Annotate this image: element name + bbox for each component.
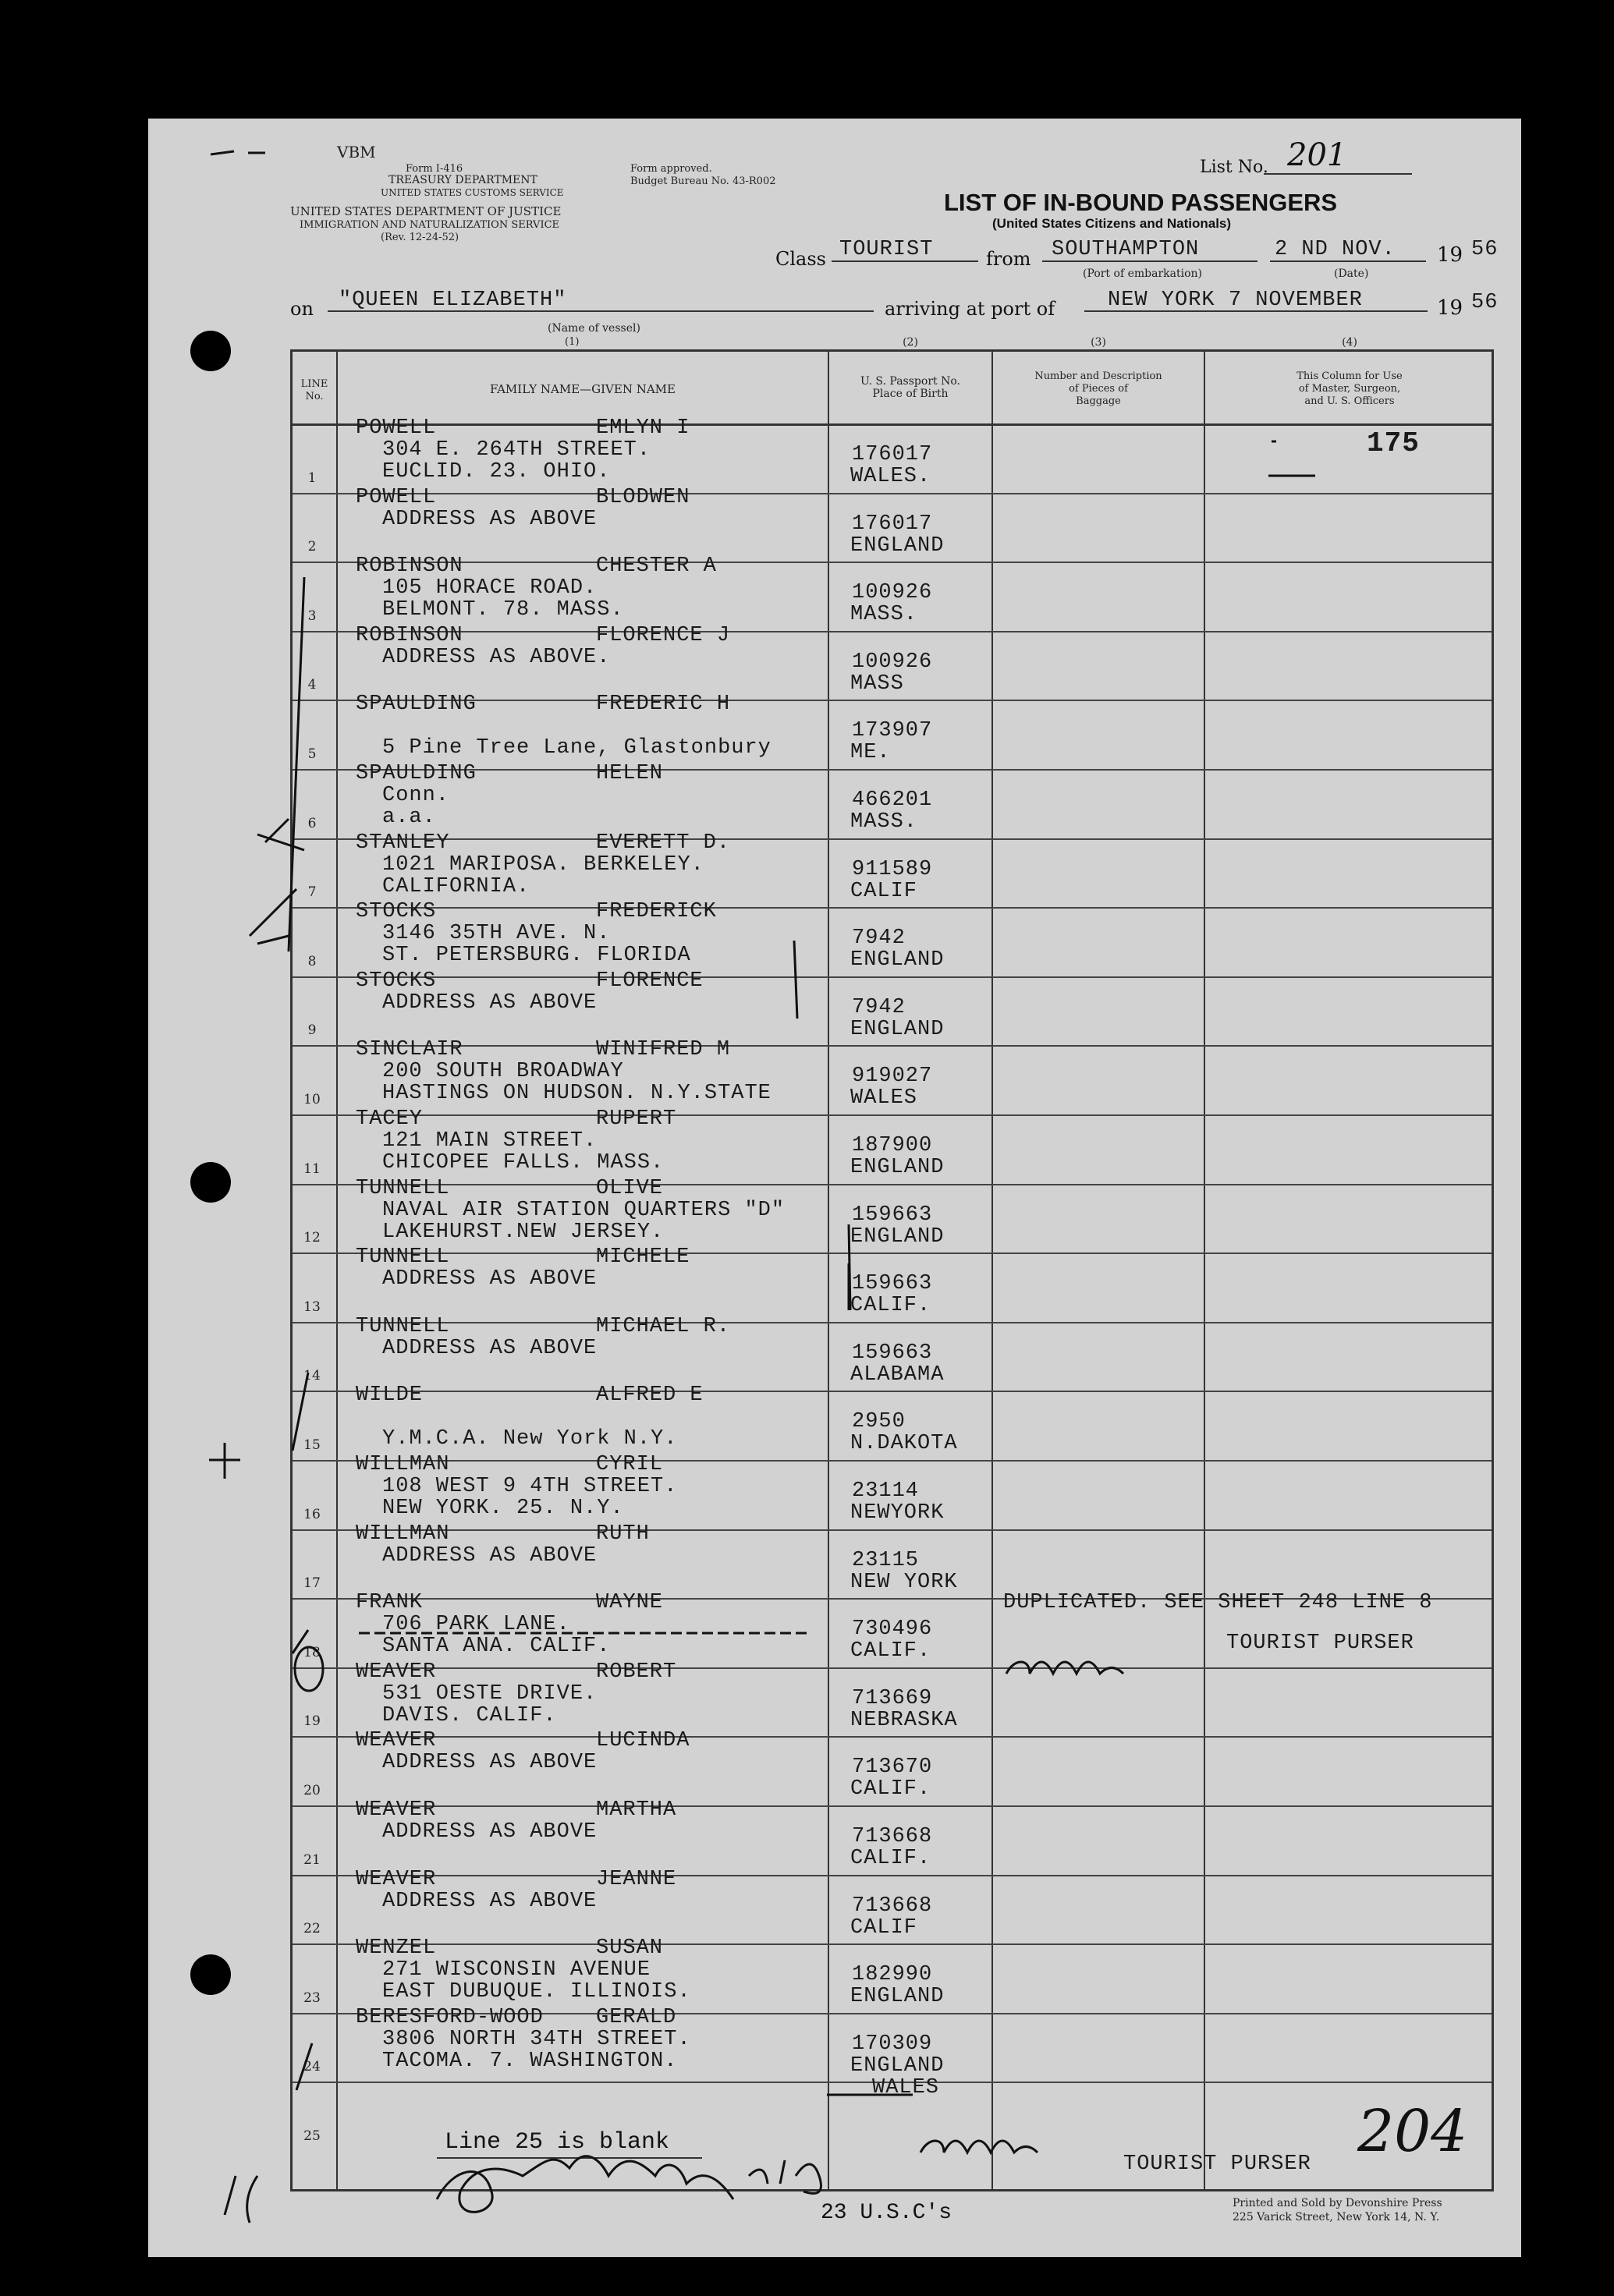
line-number: 8 <box>307 953 317 969</box>
address-line-1: 304 E. 264TH STREET. <box>382 438 651 462</box>
table-row <box>290 1314 1494 1389</box>
line-number: 9 <box>307 1022 317 1039</box>
place-of-birth: NEWYORK <box>850 1501 945 1525</box>
passport-number: 713670 <box>852 1756 933 1780</box>
place-of-birth: MASS. <box>850 603 918 627</box>
table-row <box>290 416 1494 491</box>
address-line-1: 3146 35TH AVE. N. <box>382 922 611 946</box>
doj-label: UNITED STATES DEPARTMENT OF JUSTICE <box>290 204 562 218</box>
address-line-1: ADDRESS AS ABOVE. <box>382 645 611 669</box>
address-line-1: ADDRESS AS ABOVE <box>382 1820 598 1844</box>
given-name: ROBERT <box>596 1660 677 1684</box>
col-header-baggage: Number and Description of Pieces of Baggage <box>1034 370 1162 407</box>
place-of-birth: MASS. <box>850 810 918 834</box>
printer-line-1: Printed and Sold by Devonshire Press <box>1233 2197 1442 2209</box>
given-name: RUPERT <box>596 1107 677 1131</box>
table-row <box>290 623 1494 698</box>
passport-number: 730496 <box>852 1617 933 1642</box>
line-number: 16 <box>303 1506 321 1522</box>
usc-count: 23 U.S.C's <box>821 2201 952 2225</box>
address-line-1: 531 OESTE DRIVE. <box>382 1681 598 1706</box>
place-of-birth: WALES. <box>850 465 931 488</box>
line-number: 14 <box>303 1368 321 1384</box>
passport-number: 713669 <box>852 1686 933 1710</box>
table-row <box>290 969 1494 1043</box>
passport-number: 7942 <box>852 927 906 951</box>
place-of-birth: CALIF <box>850 879 918 903</box>
address-line-2: HASTINGS ON HUDSON. N.Y.STATE <box>382 1082 772 1106</box>
printer-line-2: 225 Varick Street, New York 14, N. Y. <box>1233 2211 1440 2223</box>
line-number: 12 <box>303 1230 321 1246</box>
address-line-1: 1021 MARIPOSA. BERKELEY. <box>382 852 704 877</box>
given-name: SUSAN <box>596 1936 664 1961</box>
place-of-birth: ENGLAND <box>850 948 945 973</box>
address-line-2: EUCLID. 23. OHIO. <box>382 460 611 484</box>
place-of-birth: N.DAKOTA <box>850 1432 958 1456</box>
passport-number: 911589 <box>852 857 933 881</box>
punch-hole-bottom <box>190 1954 231 1995</box>
place-of-birth: CALIF. <box>850 1847 931 1870</box>
place-of-birth: CALIF <box>850 1915 918 1940</box>
address-line-2: Y.M.C.A. New York N.Y. <box>382 1427 678 1451</box>
given-name: HELEN <box>596 762 664 785</box>
line-number: 7 <box>307 884 317 901</box>
given-name: FLORENCE J <box>596 623 731 647</box>
arrival-value: NEW YORK 7 NOVEMBER <box>1108 289 1363 312</box>
address-line-1: 121 MAIN STREET. <box>382 1129 598 1153</box>
family-name: WEAVER <box>356 1660 437 1684</box>
line-number: 13 <box>303 1299 321 1315</box>
address-line-1: 3806 NORTH 34TH STREET. <box>382 2027 691 2051</box>
table-row <box>290 1245 1494 1320</box>
vbm-stamp: VBM <box>337 143 376 161</box>
col-header-officers: This Column for Use of Master, Surgeon, and U. S. Officers <box>1297 370 1403 407</box>
address-line-2: CHICOPEE FALLS. MASS. <box>382 1151 665 1175</box>
place-of-birth: ENGLAND <box>850 2053 945 2078</box>
place-of-birth: ME. <box>850 741 891 765</box>
address-line-1: NAVAL AIR STATION QUARTERS "D" <box>382 1198 786 1222</box>
officer-note: 175 <box>1367 427 1420 459</box>
given-name: GERALD <box>596 2005 677 2029</box>
passport-number: 23114 <box>852 1479 920 1503</box>
given-name: FREDERICK <box>596 900 717 924</box>
punch-hole-top <box>190 331 231 371</box>
from-label: from <box>986 248 1031 270</box>
line-number: 24 <box>303 2059 321 2075</box>
passport-number: 100926 <box>852 650 933 674</box>
family-name: STOCKS <box>356 969 437 993</box>
form-subtitle: (United States Citizens and Nationals) <box>992 216 1232 231</box>
family-name: TUNNELL <box>356 1176 450 1200</box>
address-line-2: BELMONT. 78. MASS. <box>382 598 624 622</box>
line-number: 6 <box>307 815 317 831</box>
passport-number: 176017 <box>852 512 933 536</box>
address-line-2: ST. PETERSBURG. FLORIDA <box>382 944 691 968</box>
line-number: 3 <box>307 608 317 624</box>
passport-number: 170309 <box>852 2032 933 2056</box>
family-name: WEAVER <box>356 1867 437 1891</box>
line-number: 4 <box>307 677 317 693</box>
family-name: WILLMAN <box>356 1522 450 1546</box>
family-name: WEAVER <box>356 1729 437 1753</box>
address-line-1: ADDRESS AS ABOVE <box>382 1267 598 1292</box>
given-name: FLORENCE <box>596 969 704 993</box>
table-row <box>290 762 1494 836</box>
total-count-handwritten: 204 <box>1357 2098 1468 2165</box>
col-header-passport: U. S. Passport No. Place of Birth <box>860 375 960 400</box>
customs-service: UNITED STATES CUSTOMS SERVICE <box>381 187 564 198</box>
table-row <box>290 900 1494 974</box>
ins-label: IMMIGRATION AND NATURALIZATION SERVICE <box>300 219 560 231</box>
family-name: STOCKS <box>356 900 437 924</box>
place-of-birth: CALIF. <box>850 1639 931 1664</box>
rev-label: (Rev. 12-24-52) <box>381 232 459 243</box>
address-line-2: EAST DUBUQUE. ILLINOIS. <box>382 1980 691 2004</box>
port-caption: (Port of embarkation) <box>1083 268 1202 280</box>
col-header-line-no: LINE No. <box>300 378 328 402</box>
line-number: 2 <box>307 539 317 555</box>
address-line-1: 108 WEST 9 4TH STREET. <box>382 1475 678 1498</box>
passport-number: 713668 <box>852 1894 933 1918</box>
passport-number: 466201 <box>852 788 933 812</box>
table-row <box>290 2005 1494 2099</box>
place-of-birth: CALIF. <box>850 1777 931 1802</box>
passport-number: 100926 <box>852 581 933 605</box>
date-caption: (Date) <box>1334 268 1369 280</box>
given-name: CHESTER A <box>596 555 717 579</box>
table-row <box>290 831 1494 905</box>
address-line-2: DAVIS. CALIF. <box>382 1703 557 1727</box>
family-name: WEAVER <box>356 1798 437 1822</box>
given-name: LUCINDA <box>596 1729 690 1753</box>
family-name: WILDE <box>356 1384 424 1408</box>
table-row <box>290 485 1494 560</box>
passport-number: 23115 <box>852 1548 920 1572</box>
family-name: SPAULDING <box>356 762 477 785</box>
table-row <box>290 1038 1494 1112</box>
passport-number: 159663 <box>852 1341 933 1365</box>
family-name: TACEY <box>356 1107 424 1131</box>
year-value: 56 <box>1471 238 1499 261</box>
address-line-1: ADDRESS AS ABOVE <box>382 990 598 1015</box>
place-of-birth: ENGLAND <box>850 1224 945 1249</box>
line-number: 18 <box>303 1644 321 1660</box>
address-line-1: 706 PARK LANE. <box>382 1613 570 1637</box>
line-number: 1 <box>307 469 317 486</box>
line-number: 20 <box>303 1782 321 1798</box>
line-number: 5 <box>307 746 317 762</box>
address-line-2: SANTA ANA. CALIF. <box>382 1635 611 1659</box>
address-line-2: LAKEHURST.NEW JERSEY. <box>382 1220 665 1244</box>
table-row <box>290 1729 1494 1803</box>
passport-number: 713668 <box>852 1825 933 1848</box>
treasury-dept: TREASURY DEPARTMENT <box>388 174 537 186</box>
line-number: 11 <box>303 1160 321 1177</box>
arrival-year-prefix: 19 <box>1437 296 1463 320</box>
col-header-officers-num: (4) <box>1342 336 1357 349</box>
list-no-label: List No. <box>1200 158 1268 177</box>
arrival-line <box>1084 310 1428 312</box>
family-name: STANLEY <box>356 831 450 855</box>
passport-number: 176017 <box>852 443 933 466</box>
family-name: BERESFORD-WOOD <box>356 2005 544 2029</box>
place-of-birth-corrected: WALES <box>872 2075 940 2099</box>
table-row <box>290 1107 1494 1182</box>
line-number: 15 <box>303 1437 321 1453</box>
given-name: ALFRED E <box>596 1384 704 1408</box>
port-line <box>1042 260 1258 262</box>
line-number: 25 <box>303 2128 321 2144</box>
place-of-birth: ENGLAND <box>850 533 945 558</box>
table-row <box>290 1660 1494 1734</box>
vessel-line <box>328 310 874 312</box>
given-name: MICHELE <box>596 1245 690 1270</box>
family-name: TUNNELL <box>356 1245 450 1270</box>
address-line-2: NEW YORK. 25. N.Y. <box>382 1497 624 1520</box>
arrival-year: 56 <box>1471 291 1499 314</box>
class-line <box>832 260 978 262</box>
budget-bureau: Budget Bureau No. 43-R002 <box>630 175 776 187</box>
address-line-2: 5 Pine Tree Lane, Glastonbury <box>382 736 772 760</box>
address-line-1: ADDRESS AS ABOVE <box>382 507 598 531</box>
table-row <box>290 693 1494 767</box>
passport-number: 2950 <box>852 1410 906 1434</box>
place-of-birth: ENGLAND <box>850 1156 945 1179</box>
date-line <box>1270 260 1426 262</box>
form-number: Form I-416 <box>406 163 463 175</box>
given-name: MICHAEL R. <box>596 1314 731 1338</box>
col1-number: (1) <box>565 336 580 348</box>
family-name: TUNNELL <box>356 1314 450 1338</box>
address-line-1: 271 WISCONSIN AVENUE <box>382 1958 651 1982</box>
given-name: WAYNE <box>596 1591 664 1615</box>
family-name: WILLMAN <box>356 1453 450 1476</box>
address-line-2: CALIFORNIA. <box>382 874 530 898</box>
class-label: Class <box>775 248 826 270</box>
col-header-baggage-num: (3) <box>1091 336 1106 349</box>
vessel-caption: (Name of vessel) <box>548 322 640 335</box>
address-line-2: a.a. <box>382 806 436 829</box>
address-line-1: ADDRESS AS ABOVE <box>382 1751 598 1775</box>
col-header-passport-num: (2) <box>903 336 918 349</box>
line-number: 21 <box>303 1851 321 1868</box>
family-name: POWELL <box>356 485 437 509</box>
baggage-note-purser: TOURIST PURSER <box>1226 1632 1414 1656</box>
year-prefix: 19 <box>1437 243 1463 267</box>
list-no-value: 201 <box>1287 137 1347 173</box>
address-line-1: ADDRESS AS ABOVE <box>382 1543 598 1568</box>
passport-number: 159663 <box>852 1272 933 1296</box>
place-of-birth: NEBRASKA <box>850 1708 958 1732</box>
class-value: TOURIST <box>839 238 934 261</box>
place-of-birth: NEW YORK <box>850 1570 958 1594</box>
family-name: SINCLAIR <box>356 1038 463 1062</box>
address-line-2: TACOMA. 7. WASHINGTON. <box>382 2049 678 2073</box>
baggage-note: DUPLICATED. SEE SHEET 248 LINE 8 <box>1003 1591 1433 1615</box>
family-name: FRANK <box>356 1591 424 1615</box>
table-row <box>290 1867 1494 1942</box>
passport-number: 919027 <box>852 1065 933 1089</box>
line-number: 22 <box>303 1921 321 1937</box>
family-name: ROBINSON <box>356 555 463 579</box>
address-line-1: Conn. <box>382 784 450 807</box>
line-number: 19 <box>303 1713 321 1730</box>
place-of-birth: MASS <box>850 671 904 696</box>
place-of-birth: WALES <box>850 1086 918 1111</box>
given-name: OLIVE <box>596 1176 664 1200</box>
punch-hole-middle <box>190 1162 231 1203</box>
given-name: JEANNE <box>596 1867 677 1891</box>
passport-number: 7942 <box>852 995 906 1019</box>
place-of-birth: ALABAMA <box>850 1362 945 1387</box>
address-line-1: ADDRESS AS ABOVE <box>382 1889 598 1913</box>
family-name: WENZEL <box>356 1936 437 1961</box>
given-name: CYRIL <box>596 1453 664 1476</box>
address-line-1: ADDRESS AS ABOVE <box>382 1336 598 1360</box>
form-approved: Form approved. <box>630 163 712 175</box>
table-row <box>290 1522 1494 1596</box>
family-name: ROBINSON <box>356 623 463 647</box>
table-row <box>290 1453 1494 1527</box>
on-label: on <box>290 298 314 320</box>
place-of-birth: ENGLAND <box>850 1985 945 2009</box>
arriving-label: arriving at port of <box>885 298 1055 320</box>
table-row <box>290 1798 1494 1873</box>
passport-number: 187900 <box>852 1134 933 1157</box>
line-number: 23 <box>303 1990 321 2006</box>
line-number: 10 <box>303 1091 321 1107</box>
date-value: 2 ND NOV. <box>1275 238 1396 261</box>
passport-number: 182990 <box>852 1963 933 1987</box>
place-of-birth: ENGLAND <box>850 1017 945 1041</box>
table-row <box>290 1591 1494 1665</box>
passport-number: 159663 <box>852 1203 933 1227</box>
given-name: FREDERIC H <box>596 693 731 717</box>
family-name: POWELL <box>356 416 437 440</box>
blank-line-underline <box>437 2157 702 2159</box>
table-row <box>290 1936 1494 2011</box>
table-row <box>290 1176 1494 1251</box>
family-name: SPAULDING <box>356 693 477 717</box>
port-value: SOUTHAMPTON <box>1052 238 1200 261</box>
line-number: 17 <box>303 1575 321 1592</box>
given-name: WINIFRED M <box>596 1038 731 1062</box>
given-name: EVERETT D. <box>596 831 731 855</box>
passport-number: 173907 <box>852 719 933 743</box>
form-title: LIST OF IN-BOUND PASSENGERS <box>944 189 1338 216</box>
table-row <box>290 555 1494 629</box>
col-header-name: FAMILY NAME—GIVEN NAME <box>489 382 676 396</box>
given-name: RUTH <box>596 1522 650 1546</box>
given-name: EMLYN I <box>596 416 690 440</box>
address-line-1: 105 HORACE ROAD. <box>382 576 598 601</box>
list-no-line <box>1264 173 1412 175</box>
footer-purser: TOURIST PURSER <box>1123 2152 1311 2176</box>
blank-line-note: Line 25 is blank <box>445 2129 670 2156</box>
table-row <box>290 1384 1494 1458</box>
place-of-birth: CALIF. <box>850 1294 931 1318</box>
vessel-value: "QUEEN ELIZABETH" <box>339 289 567 312</box>
address-line-1: 200 SOUTH BROADWAY <box>382 1060 624 1084</box>
given-name: MARTHA <box>596 1798 677 1822</box>
given-name: BLODWEN <box>596 485 690 509</box>
